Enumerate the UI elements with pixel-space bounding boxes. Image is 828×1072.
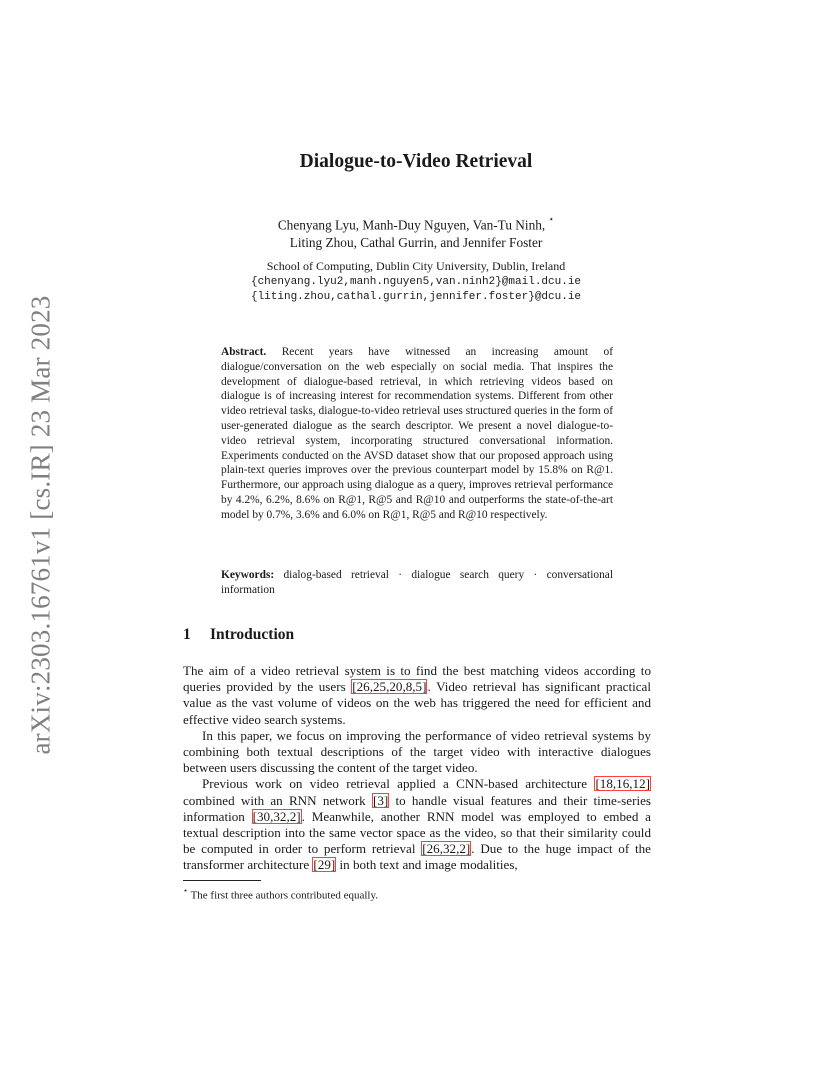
citation-link[interactable]: [26,32,2]	[422, 841, 471, 857]
citation-link[interactable]: [18,16,12]	[595, 776, 650, 792]
footnote-text: The first three authors contributed equally.	[190, 889, 379, 902]
keywords-label: Keywords:	[221, 569, 275, 581]
arxiv-stamp	[19, 290, 63, 760]
paper-title: Dialogue-to-Video Retrieval	[299, 151, 533, 172]
paragraph-text: . Video retrieval has significant practical value as the vast volume of videos on the web has triggered the need for efficient and effective video search systems.	[183, 679, 651, 727]
affiliation	[150, 259, 682, 306]
footnote-marker: ⋆	[548, 214, 555, 224]
email-line-1: {chenyang.lyu2,manh.nguyen5,van.ninh2}@mail.dcu.ie	[250, 275, 582, 288]
arxiv-stamp-text: arXiv:2303.16761v1 [cs.IR] 23 Mar 2023	[25, 295, 56, 755]
paragraph-1	[183, 663, 651, 728]
footnote-marker: ⋆	[183, 886, 189, 895]
footnote-rule	[183, 880, 261, 881]
paragraph-text: combined with an RNN network	[183, 792, 372, 808]
paragraph-text: Previous work on video retrieval applied a CNN-based architecture	[202, 776, 595, 792]
footnote	[183, 885, 651, 903]
paragraph-text: to handle visual features and their time-series information	[183, 792, 651, 824]
citation-link[interactable]: [26,25,20,8,5]	[352, 679, 427, 695]
authors-line-1: Chenyang Lyu, Manh-Duy Nguyen, Van-Tu Ninh,	[277, 217, 546, 233]
email-line-2: {liting.zhou,cathal.gurrin,jennifer.foster}@dcu.ie	[250, 291, 582, 303]
paragraph-3	[183, 776, 651, 873]
paragraph-text: . Due to the huge impact of the transformer architecture	[183, 841, 651, 873]
section-number: 1	[183, 626, 191, 643]
section-heading	[183, 626, 294, 644]
abstract-label: Abstract.	[221, 346, 267, 358]
abstract-text: Recent years have witnessed an increasing amount of dialogue/conversation on the web especially on social media. That inspires the development of dialogue-based retrieval, in which retrieving videos based on dialogue is of increasing interest for recommendation systems. Different from other video retrieval tasks, dialogue-to-video retrieval uses structured queries in the form of user-generated dialogue as the search descriptor. We present a novel dialogue-to-video retrieval system, incorporating structured conversational information. Experiments conducted on the AVSD dataset show that our proposed approach using plain-text queries improves over the previous counterpart model by 15.8% on R@1. Furthermore, our approach using dialogue as a query, improves retrieval performance by 4.2%, 6.2%, 8.6% on R@1, R@5 and R@10 and outperforms the state-of-the-art model by 0.7%, 3.6% and 6.0% on R@1, R@5 and R@10 respectively.	[221, 346, 613, 521]
paragraph-2: In this paper, we focus on improving the performance of video retrieval systems by combining both textual descriptions of the target video with interactive dialogues between users discussing the content of the target video.	[183, 727, 651, 776]
section-body	[183, 663, 651, 874]
keywords	[221, 568, 613, 598]
paragraph-text: in both text and image modalities,	[336, 857, 518, 873]
paragraph-text: . Meanwhile, another RNN model was employed to embed a textual description into the same vector space as the video, so that their similarity could be computed in order to perform retrieval	[183, 808, 651, 857]
abstract	[221, 345, 613, 523]
author-list	[150, 212, 682, 252]
section-title: Introduction	[210, 626, 295, 643]
institution: School of Computing, Dublin City University, Dublin, Ireland	[266, 259, 566, 273]
citation-link[interactable]: [3]	[372, 792, 389, 808]
citation-link[interactable]: [30,32,2]	[252, 808, 301, 824]
keywords-text: dialog-based retrieval · dialogue search query · conversational information	[221, 569, 613, 596]
citation-link[interactable]: [29]	[313, 857, 336, 873]
paragraph-text: The aim of a video retrieval system is to find the best matching videos according to queries provided by the users	[183, 663, 651, 695]
authors-line-2: Liting Zhou, Cathal Gurrin, and Jennifer Foster	[289, 235, 543, 251]
